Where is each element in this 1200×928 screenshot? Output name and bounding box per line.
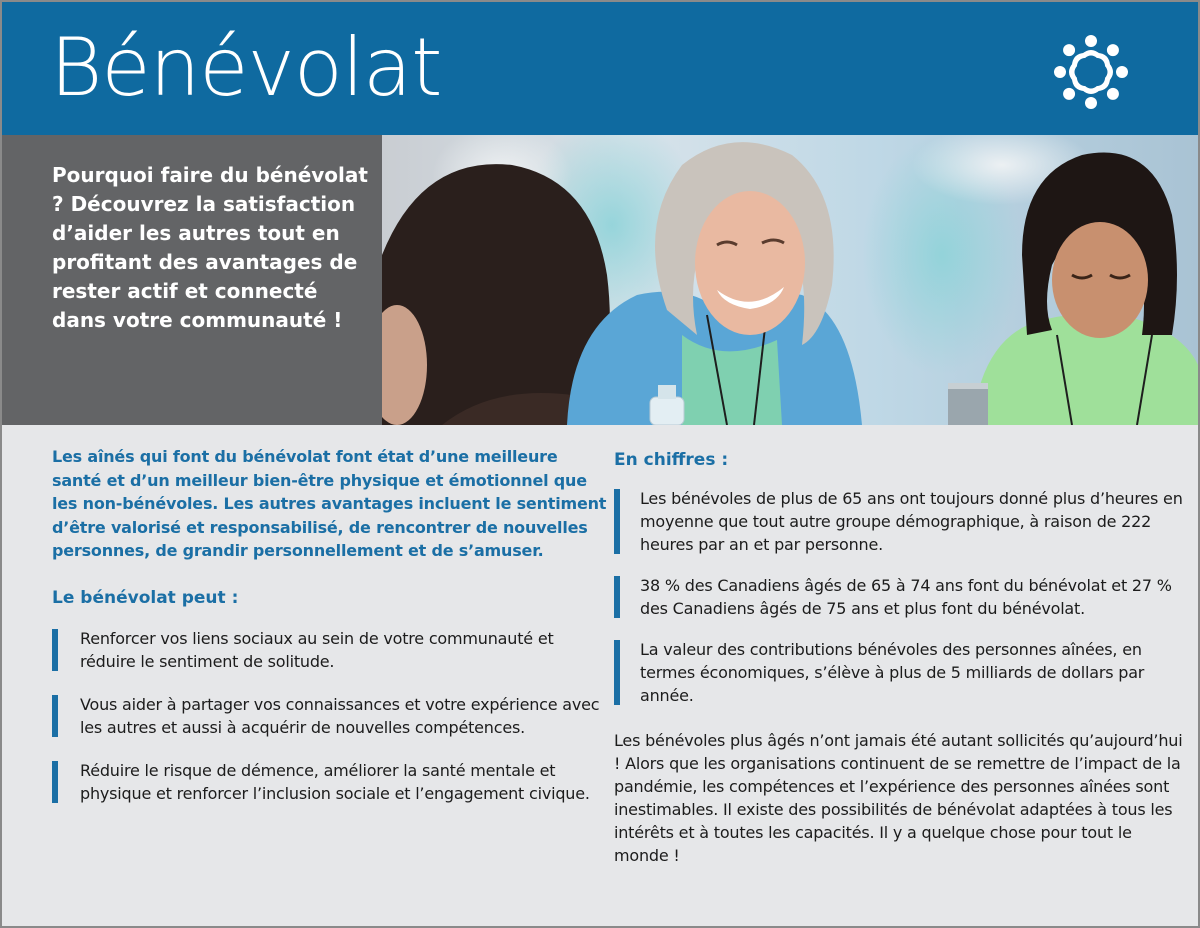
list-item-text: Renforcer vos liens sociaux au sein de votre communauté et réduire le sentiment de solitude. [80,628,554,671]
header-banner [2,2,1198,135]
volunteers-photo [382,135,1198,425]
bullet-bar [614,489,620,554]
can-section-heading: Le bénévolat peut : [52,587,239,608]
list-item [52,627,612,673]
numbers-list [614,487,1184,707]
bullet-bar [614,640,620,705]
list-item-text: Les bénévoles de plus de 65 ans ont toujours donné plus d’heures en moyenne que tout autre groupe démographique, à raison de 222 heures par an et par personne. [640,489,1183,554]
list-item [52,759,612,805]
list-item [614,574,1184,620]
bullet-bar [52,761,58,803]
right-column [614,449,1184,867]
people-circle-logo-icon [1044,32,1138,112]
intro-paragraph: Les aînés qui font du bénévolat font état d’une meilleure santé et d’un meilleur bien-être physique et émotionnel que les non-bénévoles. Les autres avantages incluent le sentiment d’être valorisé et responsabilisé, de rencontrer de nouvelles personnes, de grandir personnellement et de s’amuser. [52,447,607,560]
list-item [614,638,1184,707]
page-title: Bénévolat [50,21,442,114]
can-list [52,627,612,805]
list-item-text: 38 % des Canadiens âgés de 65 à 74 ans font du bénévolat et 27 % des Canadiens âgés de 75 ans et plus font du bénévolat. [640,576,1172,618]
numbers-section-heading: En chiffres : [614,450,729,470]
content-area [2,425,1198,926]
left-column [52,445,612,805]
list-item [614,487,1184,556]
bullet-bar [52,695,58,737]
closing-paragraph: Les bénévoles plus âgés n’ont jamais été autant sollicités qu’aujourd’hui ! Alors que les organisations continuent de se remettre de l’impact de la pandémie, les compétences et l’expérience des personnes aînées sont inestimables. Il existe des possibilités de bénévolat adaptées à tous les intérêts et à toutes les capacités. Il y a quelque chose pour tout le monde ! [614,731,1183,865]
list-item-text: Vous aider à partager vos connaissances et votre expérience avec les autres et aussi à acquérir de nouvelles compétences. [80,694,600,737]
hero-tagline: Pourquoi faire du bénévolat ? Découvrez la satisfaction d’aider les autres tout en profitant des avantages de rester actif et connecté dans votre communauté ! [52,163,368,332]
list-item [52,693,612,739]
list-item-text: Réduire le risque de démence, améliorer la santé mentale et physique et renforcer l’inclusion sociale et l’engagement civique. [80,760,590,803]
bullet-bar [52,629,58,671]
hero-text-panel [2,135,382,425]
volunteers-photo-illustration [382,135,1198,425]
hero-band [2,135,1198,425]
list-item-text: La valeur des contributions bénévoles des personnes aînées, en termes économiques, s’élève à plus de 5 milliards de dollars par année. [640,640,1145,705]
bullet-bar [614,576,620,618]
